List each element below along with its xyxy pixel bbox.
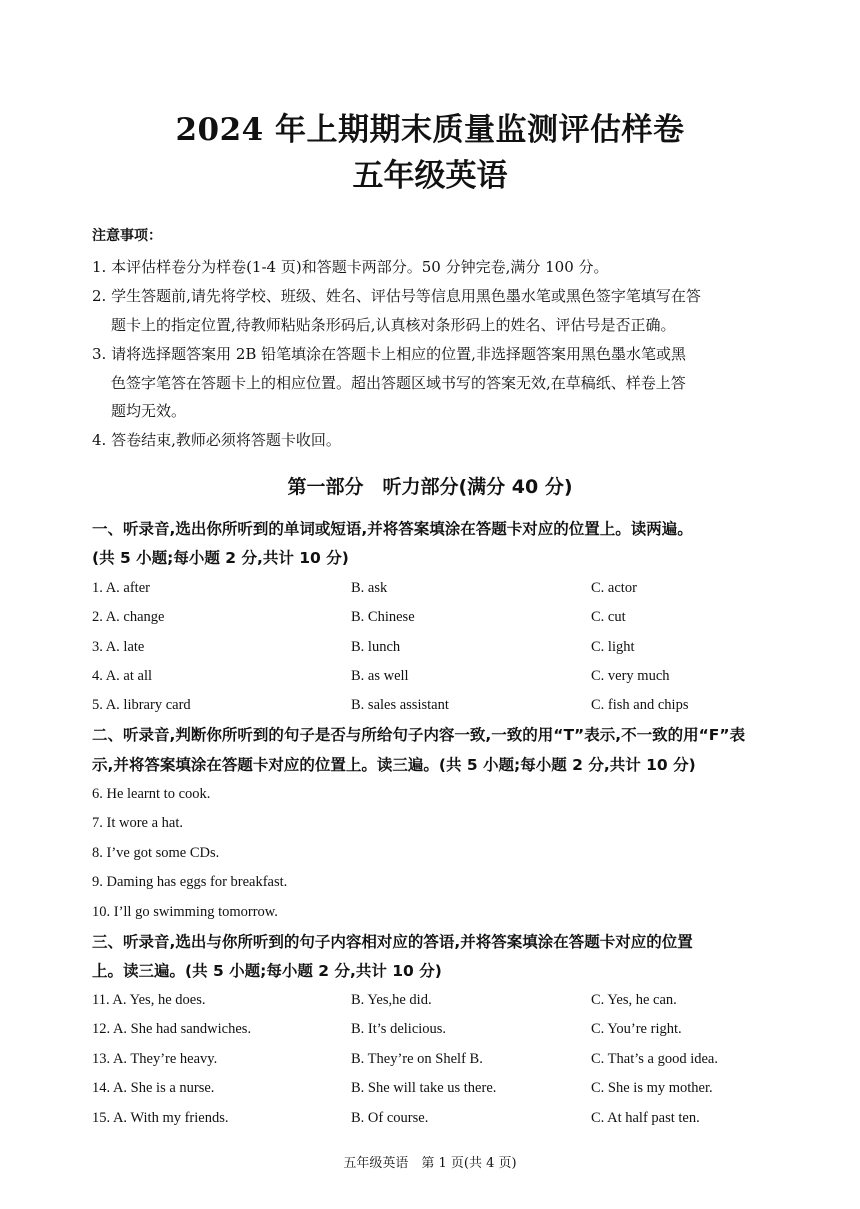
question-row xyxy=(0,1051,860,1073)
question-row xyxy=(0,1021,860,1043)
part-title: 第一部分 听力部分(满分 40 分) xyxy=(287,476,573,498)
page-footer: 五年级英语 第 1 页(共 4 页) xyxy=(343,1156,517,1171)
option-c: C. She is my mother. xyxy=(591,1080,713,1096)
section-heading: 三、听录音,选出与你所听到的句子内容相对应的答语,并将答案填涂在答题卡对应的位置 xyxy=(92,933,693,951)
question-row xyxy=(0,1110,860,1132)
option-c: C. light xyxy=(591,639,635,655)
option-b: B. as well xyxy=(351,668,409,684)
option-a: 15. A. With my friends. xyxy=(92,1110,229,1126)
question-row xyxy=(0,639,860,661)
option-a: 13. A. They’re heavy. xyxy=(92,1051,218,1067)
section-heading: (共 5 小题;每小题 2 分,共计 10 分) xyxy=(92,549,349,567)
notice-line: 2. 学生答题前,请先将学校、班级、姓名、评估号等信息用黑色墨水笔或黑色签字笔填写在答 xyxy=(92,287,701,305)
option-b: B. She will take us there. xyxy=(351,1080,497,1096)
section-heading: 上。读三遍。(共 5 小题;每小题 2 分,共计 10 分) xyxy=(92,962,442,980)
option-b: B. Of course. xyxy=(351,1110,429,1126)
option-c: C. actor xyxy=(591,580,637,596)
option-a: 14. A. She is a nurse. xyxy=(92,1080,215,1096)
statement-item: 9. Daming has eggs for breakfast. xyxy=(92,874,288,890)
option-b: B. It’s delicious. xyxy=(351,1021,447,1037)
section-heading: 示,并将答案填涂在答题卡对应的位置上。读三遍。(共 5 小题;每小题 2 分,共计 10 分) xyxy=(92,756,696,774)
statement-item: 8. I’ve got some CDs. xyxy=(92,845,220,861)
option-b: B. They’re on Shelf B. xyxy=(351,1051,483,1067)
notice-line: 4. 答卷结束,教师必须将答题卡收回。 xyxy=(92,431,341,449)
question-row xyxy=(0,668,860,690)
option-a: 11. A. Yes, he does. xyxy=(92,992,206,1008)
option-b: B. ask xyxy=(351,580,388,596)
notice-line: 色签字笔答在答题卡上的相应位置。超出答题区域书写的答案无效,在草稿纸、样卷上答 xyxy=(111,374,686,392)
option-c: C. very much xyxy=(591,668,670,684)
option-c: C. That’s a good idea. xyxy=(591,1051,718,1067)
option-c: C. fish and chips xyxy=(591,697,689,713)
question-row xyxy=(0,1080,860,1102)
option-b: B. sales assistant xyxy=(351,697,449,713)
section-heading: 一、听录音,选出你所听到的单词或短语,并将答案填涂在答题卡对应的位置上。读两遍。 xyxy=(92,520,693,538)
section-heading: 二、听录音,判断你所听到的句子是否与所给句子内容一致,一致的用“T”表示,不一致的用“F”表 xyxy=(92,726,746,744)
option-a: 5. A. library card xyxy=(92,697,191,713)
notice-line: 题卡上的指定位置,待教师粘贴条形码后,认真核对条形码上的姓名、评估号是否正确。 xyxy=(111,316,676,334)
option-a: 2. A. change xyxy=(92,609,165,625)
statement-item: 6. He learnt to cook. xyxy=(92,786,211,802)
notice-heading: 注意事项： xyxy=(92,228,162,244)
statement-item: 7. It wore a hat. xyxy=(92,815,183,831)
option-b: B. Yes,he did. xyxy=(351,992,432,1008)
option-c: C. You’re right. xyxy=(591,1021,682,1037)
option-c: C. Yes, he can. xyxy=(591,992,677,1008)
notice-line: 题均无效。 xyxy=(111,402,187,420)
notice-line: 3. 请将选择题答案用 2B 铅笔填涂在答题卡上相应的位置,非选择题答案用黑色墨水笔或黑 xyxy=(92,345,686,363)
question-row xyxy=(0,992,860,1014)
option-c: C. cut xyxy=(591,609,626,625)
option-a: 1. A. after xyxy=(92,580,150,596)
option-a: 3. A. late xyxy=(92,639,145,655)
question-row xyxy=(0,697,860,719)
question-row xyxy=(0,580,860,602)
option-a: 12. A. She had sandwiches. xyxy=(92,1021,252,1037)
option-b: B. Chinese xyxy=(351,609,415,625)
option-c: C. At half past ten. xyxy=(591,1110,700,1126)
exam-title: 2024 年上期期末质量监测评估样卷 xyxy=(175,112,685,148)
statement-item: 10. I’ll go swimming tomorrow. xyxy=(92,904,278,920)
exam-subtitle: 五年级英语 xyxy=(352,158,508,194)
option-a: 4. A. at all xyxy=(92,668,153,684)
option-b: B. lunch xyxy=(351,639,401,655)
question-row xyxy=(0,609,860,631)
notice-line: 1. 本评估样卷分为样卷(1-4 页)和答题卡两部分。50 分钟完卷,满分 100 分。 xyxy=(92,258,609,276)
